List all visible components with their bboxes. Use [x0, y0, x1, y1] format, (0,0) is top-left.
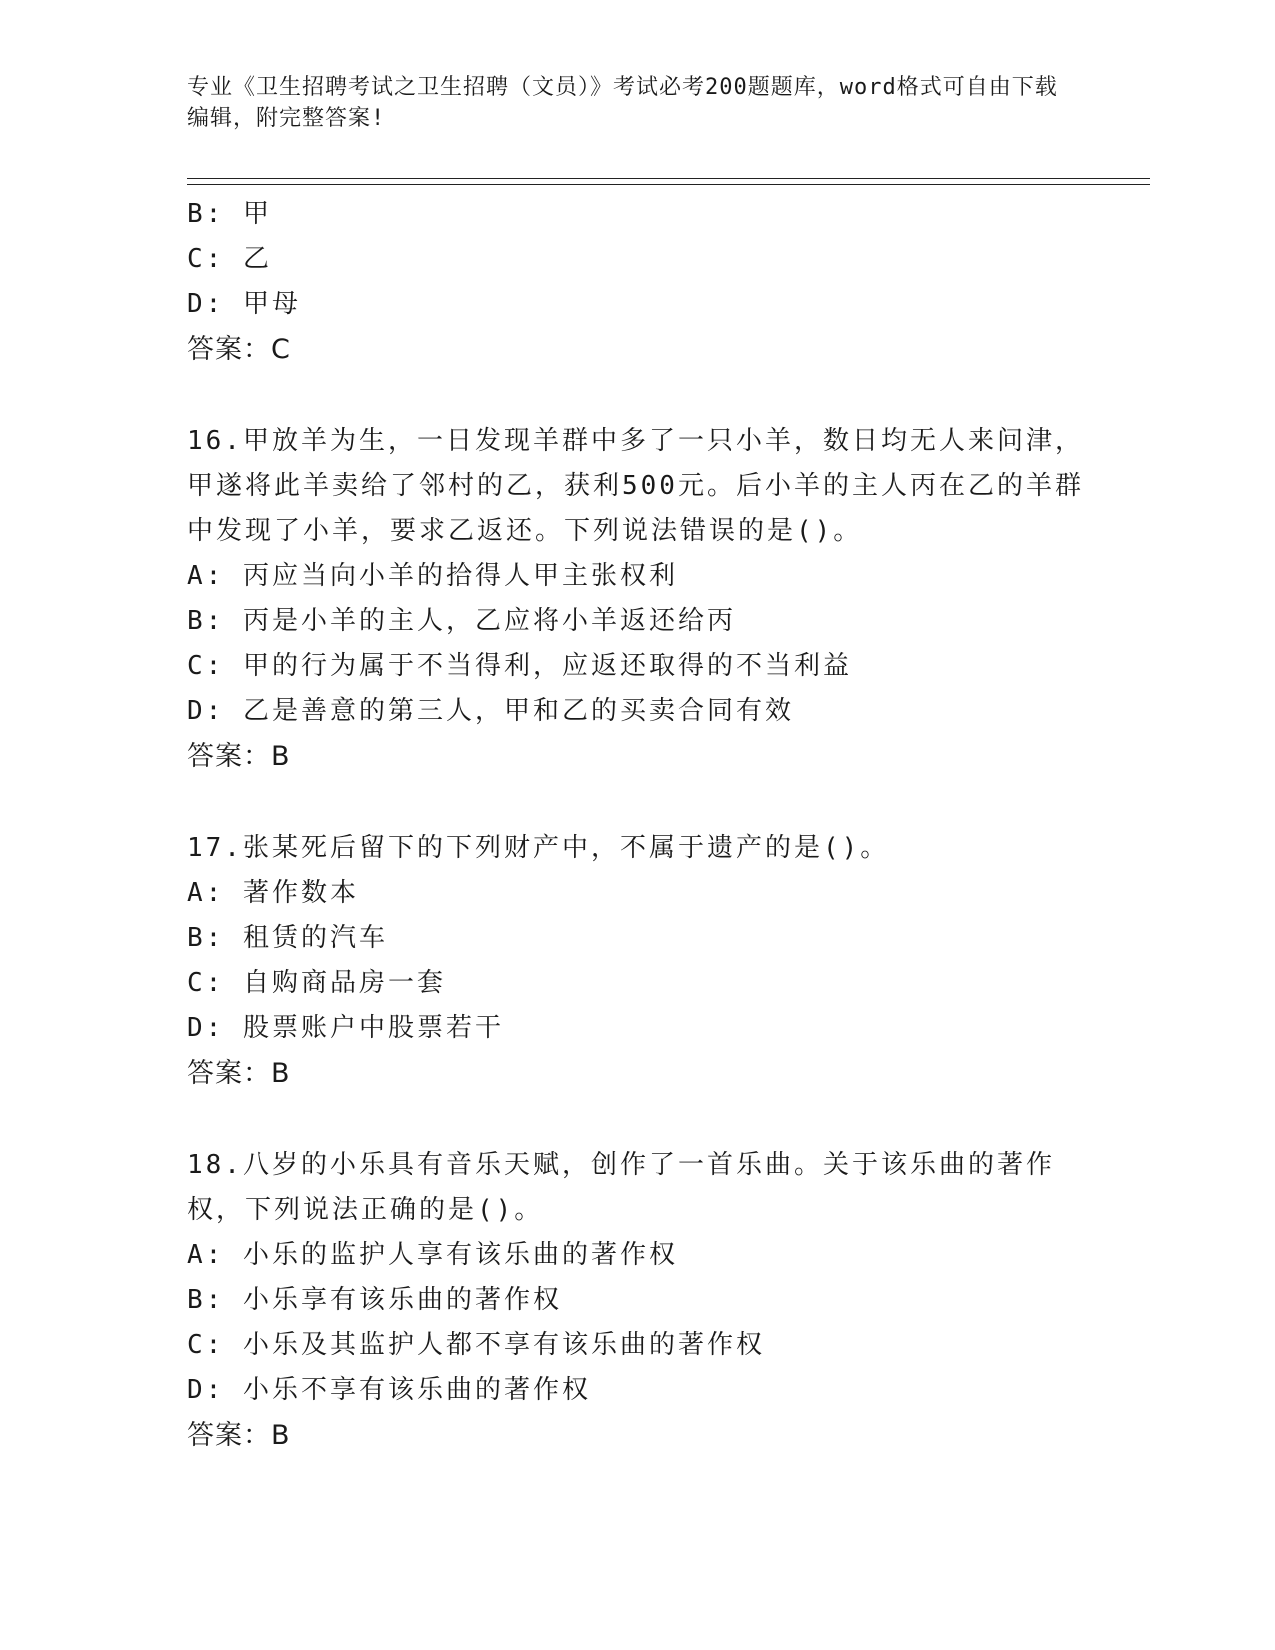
option-c: C: 甲的行为属于不当得利，应返还取得的不当利益: [187, 651, 852, 681]
option-d: D: 股票账户中股票若干: [187, 1013, 504, 1043]
option-c: C: 乙: [187, 244, 272, 274]
option-a: A: 丙应当向小羊的拾得人甲主张权利: [187, 561, 678, 591]
option-b: B: 租赁的汽车: [187, 923, 388, 953]
option-d: D: 乙是善意的第三人，甲和乙的买卖合同有效: [187, 696, 794, 726]
answer-line: 答案：B: [187, 1058, 291, 1089]
answer-line: 答案：B: [187, 1420, 291, 1451]
header-rule-top: [187, 178, 1150, 179]
header-rule-bottom: [187, 184, 1150, 185]
option-d: D: 小乐不享有该乐曲的著作权: [187, 1375, 591, 1405]
option-c: C: 自购商品房一套: [187, 968, 446, 998]
question-18: [187, 1143, 1087, 1458]
option-b: B: 丙是小羊的主人，乙应将小羊返还给丙: [187, 606, 736, 636]
question-text: 17.张某死后留下的下列财产中，不属于遗产的是()。: [187, 833, 890, 863]
option-b: B: 小乐享有该乐曲的著作权: [187, 1285, 562, 1315]
option-a: A: 著作数本: [187, 878, 359, 908]
answer-line: 答案：B: [187, 741, 291, 772]
question-text: 16.甲放羊为生，一日发现羊群中多了一只小羊，数日均无人来问津，甲遂将此羊卖给了邻村的乙，获利500元。后小羊的主人丙在乙的羊群中发现了小羊，要求乙返还。下列说法错误的是()。: [187, 426, 1084, 546]
option-c: C: 小乐及其监护人都不享有该乐曲的著作权: [187, 1330, 765, 1360]
question-16: [187, 419, 1087, 779]
question-list: [187, 192, 1087, 1458]
question-17: [187, 826, 1087, 1096]
option-b: B: 甲: [187, 199, 272, 229]
option-a: A: 小乐的监护人享有该乐曲的著作权: [187, 1240, 678, 1270]
document-header: 专业《卫生招聘考试之卫生招聘（文员）》考试必考200题题库，word格式可自由下载编辑，附完整答案!: [187, 75, 1058, 131]
answer-line: 答案：C: [187, 334, 291, 365]
prev-question: [187, 192, 1087, 372]
option-d: D: 甲母: [187, 289, 301, 319]
question-text: 18.八岁的小乐具有音乐天赋，创作了一首乐曲。关于该乐曲的著作权，下列说法正确的是()。: [187, 1150, 1055, 1225]
